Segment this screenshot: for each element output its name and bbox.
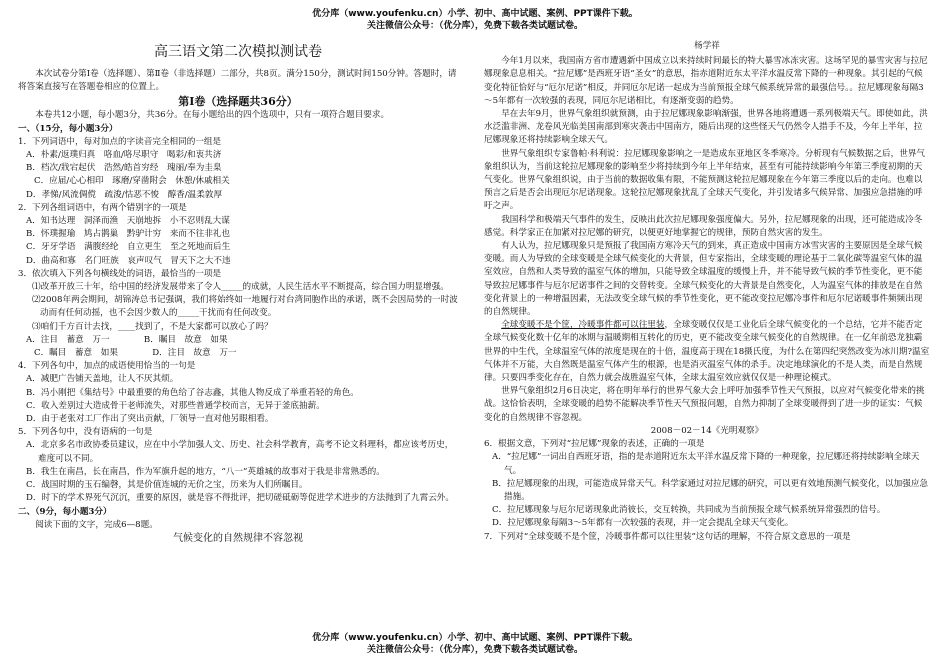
question-3-options-ab: A．注目 蓄意 万一 B．瞩目 故意 如果 xyxy=(26,334,228,345)
banner-line-1: 优分库（www.youfenku.cn）小学、初中、高中试题、案例、PPT课件下载。 xyxy=(312,9,638,19)
question-4-option-d: D．由于老张对工厂作出了突出贡献，厂领导一直对他另眼相看。 xyxy=(26,414,274,425)
banner-line-2: 关注微信公众号：（优分库），免费下载各类试题试卷。 xyxy=(366,21,583,31)
exam-title: 高三语文第二次模拟测试卷 xyxy=(154,44,322,60)
question-4-option-b: B．冯小刚把《集结号》中最重要的角色给了谷志鑫，其他人物反成了举重若轻的角色。 xyxy=(26,387,359,398)
question-2-option-d: D．曲高和寡 名门旺族 哀声叹气 冒天下之大不违 xyxy=(26,255,231,266)
question-2: 2．下列各组词语中，有两个错别字的一项是 xyxy=(18,202,187,213)
passage-paragraph-2: 早在去年9月，世界气象组织就预测，由于拉尼娜现象影响渐强，世界各地将遭遇一系列极端天气。即使如此，洪水泛滥非洲、龙卷风光临美国南部到寒灾袭击中国南方，随后出现的这些怪天气仍然令人措手不及，今年上半年，拉尼娜现象还将持续影响全球天气。 xyxy=(484,109,928,146)
underlined-quote: 全球变暖不是个筐，冷暖事件都可以往里装 xyxy=(501,320,665,331)
passage-title: 气候变化的自然规律不容忽视 xyxy=(173,532,303,544)
question-1: 1．下列词语中，每对加点的字读音完全相同的一组是 xyxy=(18,136,222,147)
question-3-options-cd: C．瞩目 蓄意 如果 D．注目 故意 万一 xyxy=(34,348,237,359)
question-6-option-c: C．拉尼娜现象与厄尔尼诺现象此消彼长，交互转换，共同成为当前预报全球气候系统异常强烈的信号。 xyxy=(492,505,886,516)
footer-line-1: 优分库（www.youfenku.cn）小学、初中、高中试题、案例、PPT课件下载。 xyxy=(312,633,638,643)
left-column xyxy=(18,40,458,545)
question-4-option-a: A．减肥广告铺天盖地，让人不厌其烦。 xyxy=(26,374,179,385)
question-4: 4．下列各句中，加点的成语使用恰当的一句是 xyxy=(18,361,196,372)
passage-source: 2008－02－14《光明观察》 xyxy=(650,425,764,436)
footer-banner xyxy=(0,632,950,656)
paragraph-6-rest: ，全球变暖仅仅是工业化后全球气候变化的一个总结，它并不能否定全球气候变化数十亿年的冰期与温暖期相互转化的历史，更不能改变全球气候变化的自然规律。在一亿年前恐龙独霸世界的中生代，全球温室气体的浓度是现在的十倍，温度高于现在18摄氏度，为什么在第四纪突然改变为冰川期?温室气体并不万能，大自然既是温室气体产生的根源，也是消灭温室气体的杀手。决定地球演化的不是人类，而是自然规律。只要四季变化存在，自然力就会战胜温室气体，全球太温室效应就仅仅是一种理论模式。 xyxy=(484,320,930,384)
question-5-option-d: D．时下的学术界死气沉沉，重要的原因，就是容不得批评，把切磋砥砺等促进学术进步的方法抛到了九霄云外。 xyxy=(26,493,454,504)
question-5-option-b: B．我生在南昌，长在南昌，作为军旗升起的地方，“八一”英雄城的故事对于我是非常熟悉的。 xyxy=(26,466,385,477)
question-6-option-a: A．“拉尼娜”一词出自西班牙语，指的是赤道附近东太平洋水温反常下降的一种现象，拉尼娜还将持续影响全球天气。 xyxy=(492,452,920,476)
section-1-note: 本卷共12小题，每小题3分，共36分。在每小题给出的四个选项中，只有一项符合题目要求。 xyxy=(35,110,390,121)
passage-author: 杨学祥 xyxy=(694,41,720,51)
question-1-option-d: D．孝悌/风流倜傥 疏浚/怙恶不悛 醇香/温柔敦厚 xyxy=(26,189,223,200)
passage-paragraph-4: 我国科学和极端天气事件的发生，反映出此次拉尼娜现象强度偏大。另外，拉尼娜现象的出现，还可能造成冷冬感觉。科学家正在加紧对拉尼娜的研究，以便更好地掌握它的规律，预防自然灾害的发生。 xyxy=(484,214,923,238)
exam-intro: 本次试卷分第Ⅰ卷（选择题）、第Ⅱ卷（非选择题）二部分，共8页。满分150分，测试时间150分钟。答题时，请将答案直接写在答题卷相应的位置上。 xyxy=(18,69,457,93)
question-3-sentence-2: ⑵2008年两会期间，胡锦涛总书记强调，我们将始终如一地履行对台湾同胞作出的承诺，既不会因局势的一时波动而有任何动摇，也不会因少数人的_____干扰而有任何改变。 xyxy=(32,295,458,319)
passage-paragraph-1: 今年1月以来，我国南方省市遭遇新中国成立以来持续时间最长的特大暴雪冰冻灾害。这场罕见的暴雪灾害与拉尼娜现象息息相关。“拉尼娜”是西班牙语“圣女”的意思，指赤道附近东太平洋水温反常下降的一种现象。其引起的气候变化特征恰好与“厄尔尼诺”相反，并同厄尔尼诺一起成为当前预报全球气候系统异常的最强信号。。拉尼娜现象每隔3～5年都有一次较强的表现，同厄尔尼诺相比，有逐渐变弱的趋势。 xyxy=(484,56,928,106)
question-5-option-c: C．战国时期的玉石编磬，其是价值连城的无价之宝，历来为人们所瞩目。 xyxy=(26,480,308,491)
passage-paragraph-5: 有人认为，拉尼娜现象只是预报了我国南方寒冷天气的到来，真正造成中国南方冰雪灾害的主要原因是全球气候变暖。而人为导致的全球变暖是全球气候变化的大背景，但专家指出，全球变暖的理论基于二氧化碳等温室气体的温室效应，自然和人类导致的温室气体的增加，只能导致全球温度的缓慢上升，并不能导致气候的季节性变化，更不能导致拉尼娜事件与厄尔尼诺事件之间的交替转变。全球气候变化的大背景是自然变化，人为温室气体的排放是在自然变化背景上的一种增温因素，无法改变全球气候的季节性变化，更不能改变拉尼娜冷事件和厄尔尼诺暖事件频频出现的自然规律。 xyxy=(484,241,923,318)
question-6-option-d: D．拉尼娜现象每隔3～5年都有一次较强的表现，并一定会提乱全球天气变化。 xyxy=(492,518,794,529)
part-2-note: 阅读下面的文字，完成6—8题。 xyxy=(35,519,158,530)
question-3-sentence-3: ⑶咱们千方百计去找，____找到了，不是大家都可以放心了吗？ xyxy=(32,321,273,332)
question-4-option-c: C．收入差别过大造成骨干老师流失，对那些普通学校而言，无异于釜底抽薪。 xyxy=(26,400,325,411)
question-3-sentence-1: ⑴改革开放三十年，给中国的经济发展带来了令人_____的成就，人民生活水平不断提高，综合国力明显增强。 xyxy=(32,282,449,293)
section-1-heading: 第Ⅰ卷（选择题共36分） xyxy=(178,95,298,109)
question-3: 3．依次填入下列各句横线处的词语，最恰当的一项是 xyxy=(18,268,222,279)
right-column xyxy=(484,40,930,544)
part-1-heading: 一、（15分，每小题3分） xyxy=(18,123,118,134)
question-2-option-c: C．牙牙学语 满腹经纶 自立更生 至之死地而后生 xyxy=(26,242,231,253)
footer-line-2: 关注微信公众号：（优分库），免费下载各类试题试卷。 xyxy=(366,645,583,655)
question-6-option-b: B．拉尼娜现象的出现，可能造成异常天气。科学家通过对拉尼娜的研究，可以更有效地预测气候变化，以加强应急措施。 xyxy=(492,478,929,502)
question-2-option-b: B．怀璞握瑜 鸠占鹊巢 黔驴计穷 来而不往非礼也 xyxy=(26,229,230,240)
question-1-option-b: B．档次/戕宕起伏 浩然/皓首穷经 瑰丽/奉为圭臬 xyxy=(26,163,222,174)
question-1-option-c: C．应届/心心相印 琢磨/穿凿附会 休憩/休戚相关 xyxy=(34,176,230,187)
passage-paragraph-3: 世界气象组织专家鲁帕·科利说：拉尼娜现象影响之一是造成东亚地区冬季寒冷。分析现有气候数据之后，世界气象组织认为，当前这轮拉尼娜现象的影响至少将持续到今年上半年结束，甚至有可能持续影响今年第三季度初期的天气变化。世界气象组织说，由于当前的数据收集有限，不能预测这轮拉尼娜现象在今年第三季度以后的走向。也难以预言之后是否会出现厄尔尼诺现象。这轮拉尼娜现象扰乱了全球天气变化，并引发诸多气候异常、加强应急措施的呼吁之声。 xyxy=(484,148,926,212)
passage-paragraph-7: 世界气象组织2月6日决定，将在明年举行的世界气象大会上呼吁加强季节性天气预报，以应对气候变化带来的挑战。这恰恰表明，全球变暖的趋势不能解决季节性天气预报问题，自然力抑制了全球变暖得到了进一步的证实：气候变化的自然规律不容忽视。 xyxy=(484,386,925,423)
question-1-option-a: A．朴素/返璞归真 咯血/咯尽职守 喝彩/和衷共济 xyxy=(26,150,222,161)
question-7: 7．下列对“全球变暖不是个筐，冷暖事件都可以往里装”这句话的理解，不符合原文意思的一项是 xyxy=(484,531,851,542)
header-banner xyxy=(0,8,950,32)
question-6: 6．根据文意，下列对“拉尼娜”现象的表述，正确的一项是 xyxy=(484,439,705,450)
part-2-heading: 二、（9分，每小题3分） xyxy=(18,506,112,517)
question-2-option-a: A．知书达理 洞泽而渔 天崩地拆 小不忍则乱大谋 xyxy=(26,216,230,227)
passage-paragraph-6 xyxy=(484,319,930,385)
question-5: 5．下列各句中，没有语病的一句是 xyxy=(18,427,153,438)
question-5-option-a: A．北京多名市政协委员建议，应在中小学加强人文、历史、社会科学教育，高考不论文科理科，都应该考历史，难度可以不同。 xyxy=(26,440,454,464)
